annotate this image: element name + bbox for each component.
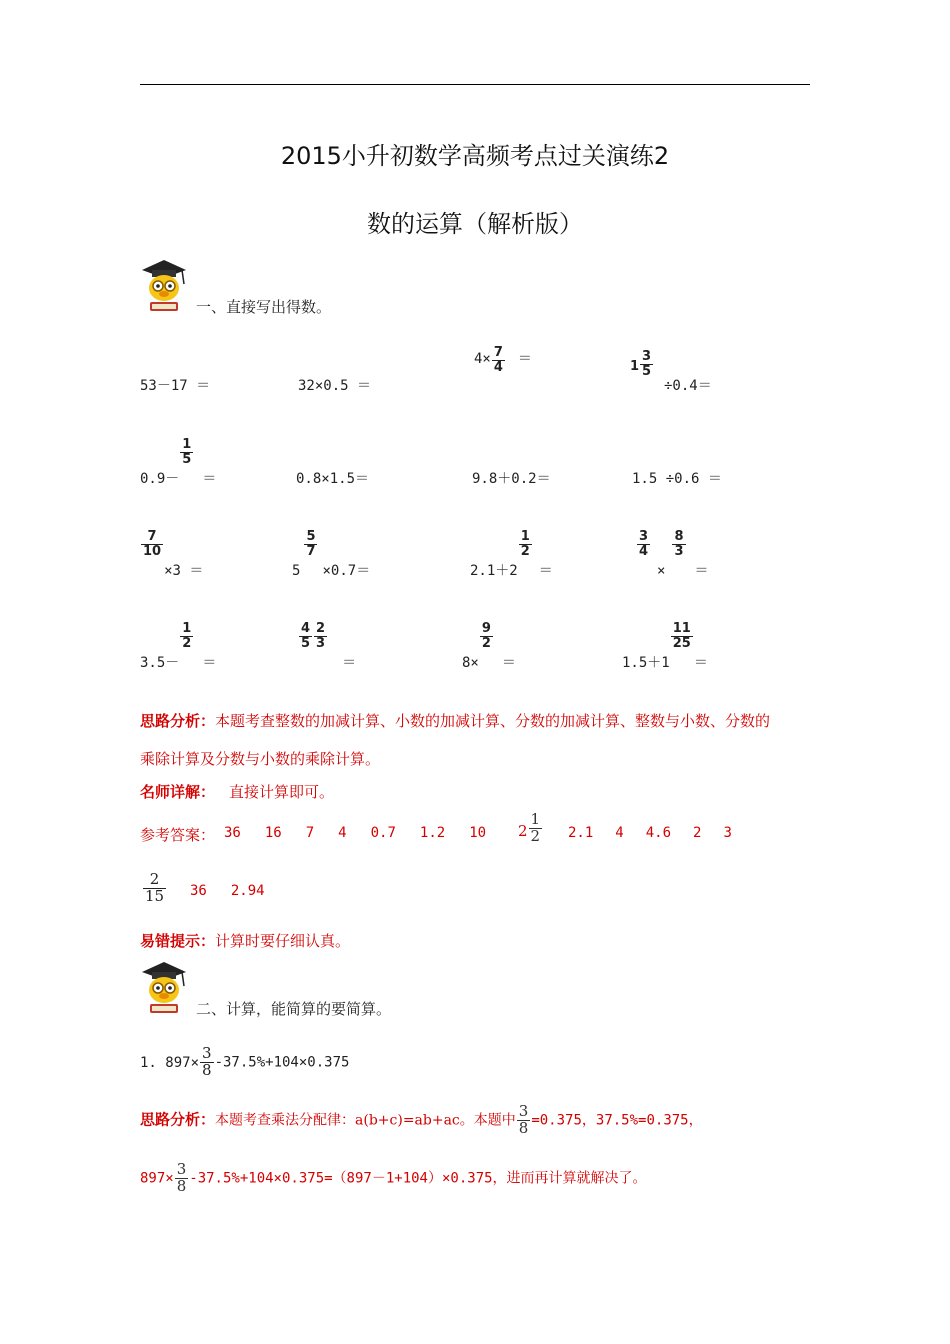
analysis-2: 思路分析：本题考查乘法分配律：a(b+c)=ab+ac。本题中 $\frac{3}{8}$ =0.375，37.5%=0.375， [140,1102,703,1137]
page-title: 2015小升初数学高频考点过关演练2 [280,142,670,170]
problem-1-3: 4× $\frac{7}{4}$ ＝ [474,345,532,375]
teacher-explain: 名师详解： 直接计算即可。 [140,783,335,801]
page-subtitle: 数的运算（解析版） [367,210,583,238]
problem-3-3: 2.1＋2 $\frac{1}{2}$ ＝ [470,529,553,579]
problem-1-1: 53－17 ＝ [140,378,211,394]
problem-4-3: 8× $\frac{9}{2}$ ＝ [462,621,516,671]
problem-2-1: 0.9－ $\frac{1}{5}$ ＝ [140,437,217,487]
section1-heading: 一、直接写出得数。 [196,298,332,316]
analysis-2-line2: 897× $\frac{3}{8}$ -37.5%+104×0.375=（897－1+104）×0.375，进而再计算就解决了。 [140,1160,647,1195]
problem-3-1: $\frac{7}{10}$ ×3 ＝ [143,529,204,579]
problem-4-2: $\frac{4}{5}$ $\frac{2}{3}$ ＝ [301,621,357,671]
answer-mixed: 2 $\frac{1}{2}$ [518,810,541,845]
answers-c: 36 2.94 [190,883,265,899]
answers-b: 2.1 4 4.6 2 3 [568,825,732,841]
question-1: 1. 897× $\frac{3}{8}$ -37.5%+104×0.375 [140,1044,350,1079]
problem-4-4: 1.5＋1 $\frac{11}{25}$ ＝ [622,621,708,671]
problem-4-1: 3.5－ $\frac{1}{2}$ ＝ [140,621,217,671]
problem-2-3: 9.8＋0.2＝ [472,471,551,487]
answer-key-label: 参考答案： [140,826,216,844]
answers-a: 36 16 7 4 0.7 1.2 10 [224,825,487,841]
analysis-1-line2: 乘除计算及分数与小数的乘除计算。 [140,750,381,768]
scholar-duck-icon [138,960,190,1016]
problem-3-2: 5 $\frac{5}{7}$ ×0.7＝ [292,529,371,579]
problem-1-4-tail: ÷0.4＝ [664,378,712,394]
section2-heading: 二、计算，能简算的要简算。 [196,1000,392,1018]
problem-1-4: 1 $\frac{3}{5}$ [630,349,652,379]
analysis-1: 思路分析：本题考查整数的加减计算、小数的加减计算、分数的加减计算、整数与小数、分数的 [140,712,771,730]
problem-1-2: 32×0.5 ＝ [298,378,372,394]
error-tip: 易错提示：计算时要仔细认真。 [140,932,351,950]
scholar-duck-icon [138,258,190,314]
problem-2-2: 0.8×1.5＝ [296,471,370,487]
answer-fraction: $\frac{2}{15}$ [145,870,165,905]
problem-3-4: $\frac{3}{4}$ × $\frac{8}{3}$ ＝ [639,529,709,579]
problem-2-4: 1.5 ÷0.6 ＝ [632,471,722,487]
top-rule [140,84,810,85]
